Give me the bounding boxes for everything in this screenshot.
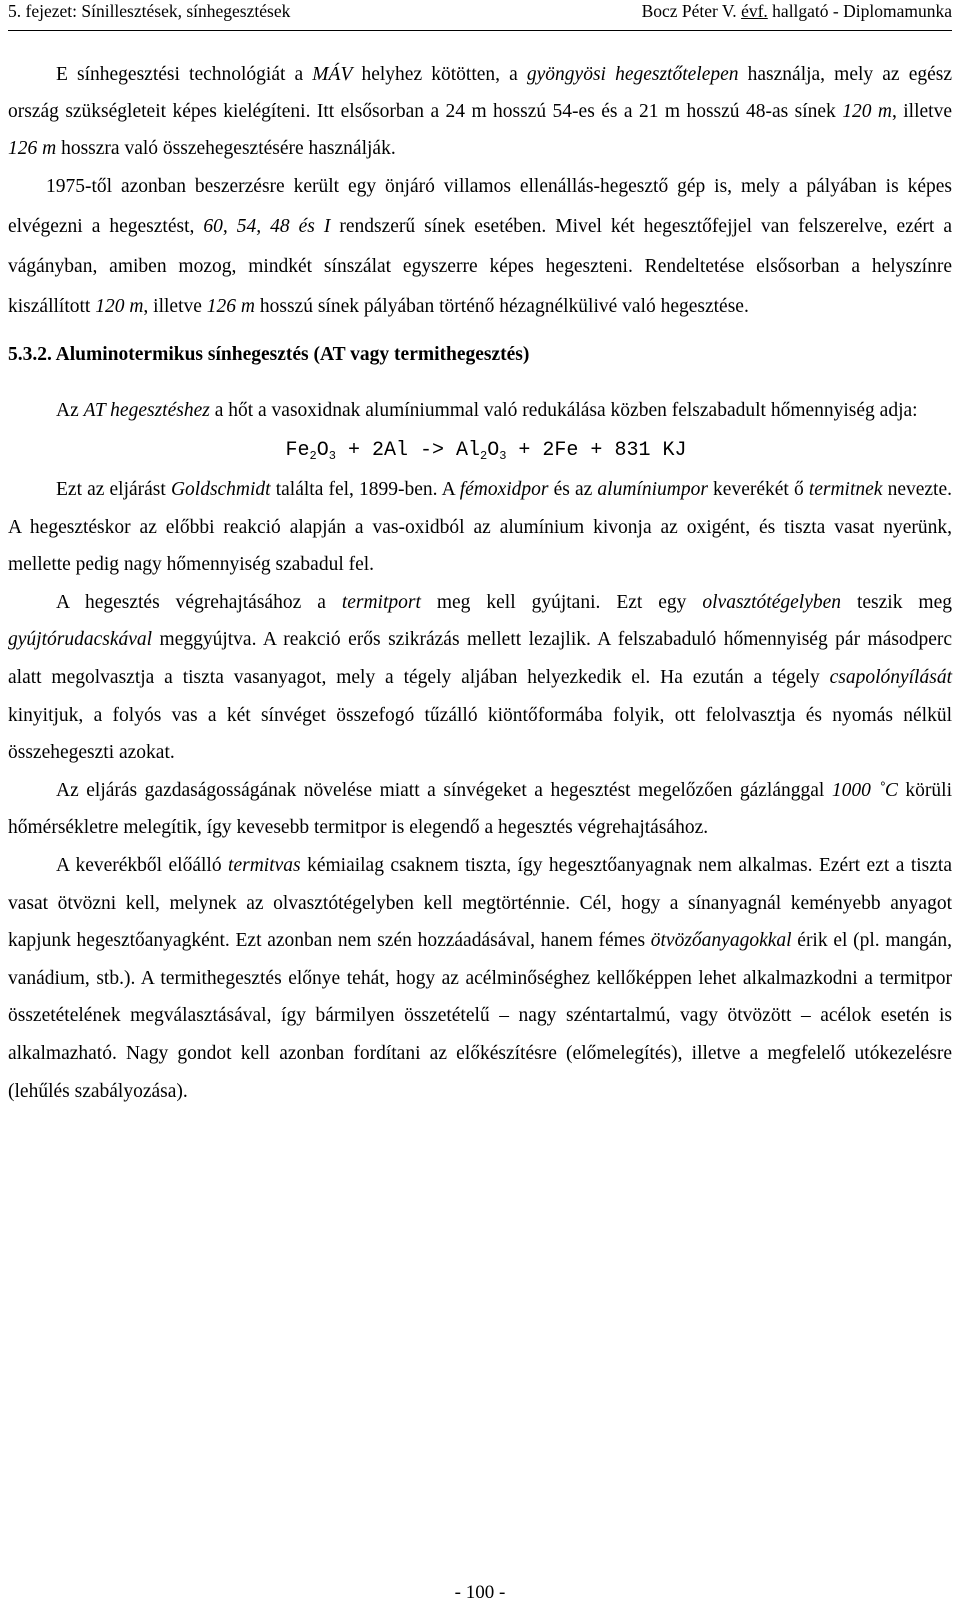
paragraph: A hegesztés végrehajtásához a termitport meg kell gyújtani. Ezt egy olvasztótégelyben teszik meg gyújtórudacskával meggyújtva. A reakció erős szikrázás mellett lezajlik. A felszabaduló hőmennyiség pár másodperc alatt megolvasztja a tiszta vasanyagot, mely a tégely aljában helyezkedik el. Ha ezután a tégely csapolónyílását kinyitjuk, a folyós vas a két sínvéget összefogó tűzálló kiöntőformába folyik, ott felolvasztja és nyomás nélkül összehegeszti azokat. [8, 591, 952, 764]
section-heading: 5.3.2. Aluminotermikus sínhegesztés (AT vagy termithegesztés) [8, 344, 530, 365]
paragraph: A keverékből előálló termitvas kémiailag csaknem tiszta, így hegesztőanyagnak nem alkalmas. Ezért ezt a tiszta vasat ötvözni kell, melynek az olvasztótégelyben kell megtörténnie. Cél, hogy a sínanyagnál keményebb anyagot kapjunk hegesztőanyagként. Ezt azonban nem szén hozzáadásával, hanem fémes ötvözőanyagokkal érik el (pl. mangán, vanádium, stb.). A termithegesztés előnye tehát, hogy az acélminőséghez kellőképpen lehet alkalmazkodni a termitpor összetételének megválasztásával, így bármilyen összetételű – nagy széntartalmú, vagy ötvözött – acélok esetén is alkalmazható. Nagy gondot kell azonban fordítani az előkészítésre (előmelegítés), illetve a megfelelő utókezelésre (lehűlés szabályozása). [8, 854, 952, 1102]
header-chapter-title: 5. fejezet: Sínillesztések, sínhegesztések [8, 1, 291, 21]
header-author-role: hallgató - Diplomamunka [767, 1, 952, 21]
header-author-name: Bocz Péter V. [641, 1, 742, 21]
paragraph: Az AT hegesztéshez a hőt a vasoxidnak alumíniummal való redukálása közben felszabadult hőmennyiség adja: [56, 400, 918, 421]
running-header [8, 0, 952, 31]
header-author [642, 0, 952, 22]
page-number: - 100 - [454, 1582, 506, 1603]
paragraph: E sínhegesztési technológiát a MÁV helyhez kötötten, a gyöngyösi hegesztőtelepen használja, mely az egész ország szükségleteit képes kielégíteni. Itt elsősorban a 24 m hosszú 54-es és a 21 m hosszú 48-as sínek 120 m, illetve 126 m hosszra való összehegesztésére használják. [8, 64, 952, 159]
paragraph: Ezt az eljárást Goldschmidt találta fel, 1899-ben. A fémoxidpor és az alumíniumpor keverékét ő termitnek nevezte. A hegesztéskor az előbbi reakció alapján a vas-oxidból az alumínium kivonja az oxigént, és tiszta vasat nyerünk, mellette pedig nagy hőmennyiség szabadul fel. [8, 479, 952, 576]
paragraph: Az eljárás gazdaságosságának növelése miatt a sínvégeket a hegesztést megelőzően gázlánggal 1000 ˚C körüli hőmérsékletre melegítik, így kevesebb termitpor is elegendő a hegesztés végrehajtásához. [8, 779, 952, 839]
document-body [8, 56, 952, 1110]
paragraph: 1975-től azonban beszerzésre került egy önjáró villamos ellenállás-hegesztő gép is, mely a pályában is képes elvégezni a hegesztést, 60, 54, 48 és I rendszerű sínek esetében. Mivel két hegesztőfejjel van felszerelve, ezért a vágányban, amiben mozog, mindkét sínszálat egyszerre képes hegeszteni. Rendeltetése elsősorban a helyszínre kiszállított 120 m, illetve 126 m hosszú sínek pályában történő hézagnélkülivé való hegesztése. [8, 176, 952, 317]
chemical-formula: $Fe_2O_3 + 2Al -> Al_2O_3 + 2Fe + 831$ KJ [285, 439, 687, 463]
header-author-year: évf. [741, 1, 768, 21]
